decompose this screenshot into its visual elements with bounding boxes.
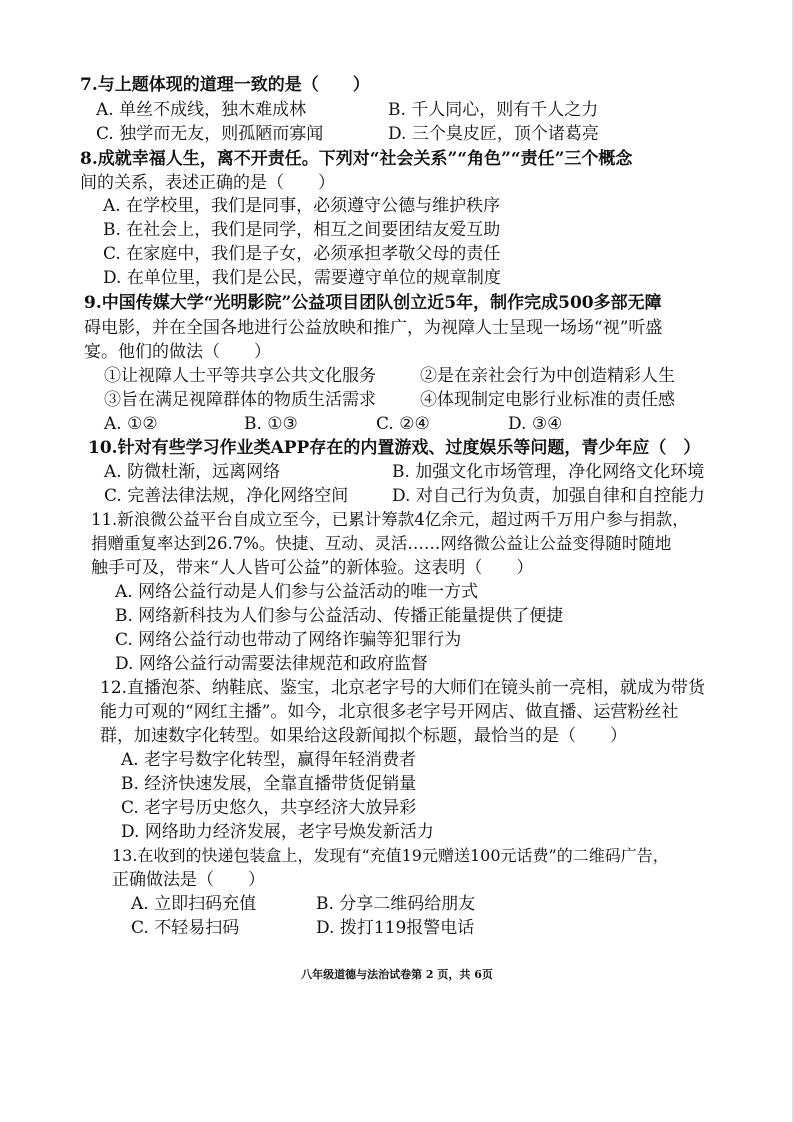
question-9-option-c: C. ②④ bbox=[376, 414, 430, 434]
question-9-statement-1: ①让视障人士平等共享公共文化服务 bbox=[104, 366, 376, 386]
question-11-stem-line2: 捐赠重复率达到26.7%。快捷、互动、灵活……网络微公益让公益变得随时随地 bbox=[91, 534, 672, 553]
question-8-stem-line2: 间的关系，表述正确的是（ ） bbox=[80, 173, 335, 193]
question-10-option-d: D. 对自己行为负责，加强自律和自控能力 bbox=[392, 486, 705, 506]
question-10-option-c: C. 完善法律法规，净化网络空间 bbox=[104, 486, 349, 506]
question-12-stem-line1: 12.直播泡茶、纳鞋底、鉴宝，北京老字号的大师们在镜头前一亮相，就成为带货 bbox=[100, 678, 706, 698]
question-11-option-c: C. 网络公益行动也带动了网络诈骗等犯罪行为 bbox=[115, 630, 462, 650]
question-12-option-d: D. 网络助力经济发展，老字号焕发新活力 bbox=[121, 822, 434, 842]
question-7-option-c: C. 独学而无友，则孤陋而寡闻 bbox=[96, 124, 324, 144]
question-10-option-a: A. 防微杜渐，远离网络 bbox=[104, 462, 281, 482]
question-10-option-b: B. 加强文化市场管理，净化网络文化环境 bbox=[392, 462, 705, 482]
question-9-stem-line3: 宴。他们的做法（ ） bbox=[84, 342, 271, 362]
question-9-option-b: B. ①③ bbox=[244, 414, 298, 434]
question-13-option-d: D. 拨打119报警电话 bbox=[316, 918, 475, 938]
question-12-option-c: C. 老字号历史悠久，共享经济大放异彩 bbox=[121, 798, 417, 818]
question-13-stem-line2: 正确做法是（ ） bbox=[112, 870, 265, 890]
question-12-stem-line2: 能力可观的“网红主播”。如今，北京很多老字号开网店、做直播、运营粉丝社 bbox=[100, 702, 679, 722]
question-8-option-c: C. 在家庭中，我们是子女，必须承担孝敬父母的责任 bbox=[103, 244, 501, 264]
question-11-option-d: D. 网络公益行动需要法律规范和政府监督 bbox=[115, 654, 428, 674]
question-11-option-b: B. 网络新科技为人们参与公益活动、传播正能量提供了便捷 bbox=[115, 606, 564, 626]
question-9-stem-line1: 9.中国传媒大学“光明影院”公益项目团队创立近5年，制作完成500多部无障 bbox=[84, 293, 662, 313]
question-7-option-b: B. 千人同心，则有千人之力 bbox=[388, 100, 599, 120]
question-9-statement-3: ③旨在满足视障群体的物质生活需求 bbox=[104, 390, 376, 410]
page-footer: 八年级道德与法治试卷第 2 页，共 6页 bbox=[301, 968, 493, 981]
question-8-option-d: D. 在单位里，我们是公民，需要遵守单位的规章制度 bbox=[103, 268, 501, 288]
question-9-statement-2: ②是在亲社会行为中创造精彩人生 bbox=[420, 366, 675, 386]
question-9-stem-line2: 碍电影，并在全国各地进行公益放映和推广，为视障人士呈现一场场“视”听盛 bbox=[84, 318, 663, 338]
question-13-stem-line1: 13.在收到的快递包装盒上，发现有“充值19元赠送100元话费”的二维码广告， bbox=[112, 846, 669, 865]
question-13-option-b: B. 分享二维码给朋友 bbox=[316, 894, 476, 914]
question-10-stem: 10.针对有些学习作业类APP存在的内置游戏、过度娱乐等问题，青少年应（ ） bbox=[88, 438, 701, 458]
question-7-option-d: D. 三个臭皮匠，顶个诸葛亮 bbox=[388, 124, 599, 144]
question-7-option-a: A. 单丝不成线，独木难成林 bbox=[96, 100, 307, 120]
question-11-option-a: A. 网络公益行动是人们参与公益活动的唯一方式 bbox=[115, 582, 479, 602]
question-13-option-c: C. 不轻易扫码 bbox=[131, 918, 240, 938]
question-11-stem-line3: 触手可及，带来“人人皆可公益”的新体验。这表明（ ） bbox=[91, 558, 534, 578]
question-8-option-b: B. 在社会上，我们是同学，相互之间要团结友爱互助 bbox=[103, 220, 501, 240]
question-7-stem: 7.与上题体现的道理一致的是（ ） bbox=[80, 75, 370, 95]
question-9-option-d: D. ③④ bbox=[508, 414, 563, 434]
question-13-option-a: A. 立即扫码充值 bbox=[131, 894, 257, 914]
question-8-option-a: A. 在学校里，我们是同事，必须遵守公德与维护秩序 bbox=[103, 196, 501, 216]
question-12-stem-line3: 群，加速数字化转型。如果给这段新闻拟个标题，最恰当的是（ ） bbox=[100, 726, 627, 746]
question-12-option-b: B. 经济快速发展，全靠直播带货促销量 bbox=[121, 774, 417, 794]
question-12-option-a: A. 老字号数字化转型，赢得年轻消费者 bbox=[121, 750, 417, 770]
question-11-stem-line1: 11.新浪微公益平台自成立至今，已累计筹款4亿余元，超过两千万用户参与捐款， bbox=[91, 510, 689, 529]
question-8-stem-line1: 8.成就幸福人生，离不开责任。下列对“社会关系”“角色”“责任”三个概念 bbox=[80, 149, 633, 169]
question-9-statement-4: ④体现制定电影行业标准的责任感 bbox=[420, 390, 675, 410]
question-9-option-a: A. ①② bbox=[104, 414, 158, 434]
